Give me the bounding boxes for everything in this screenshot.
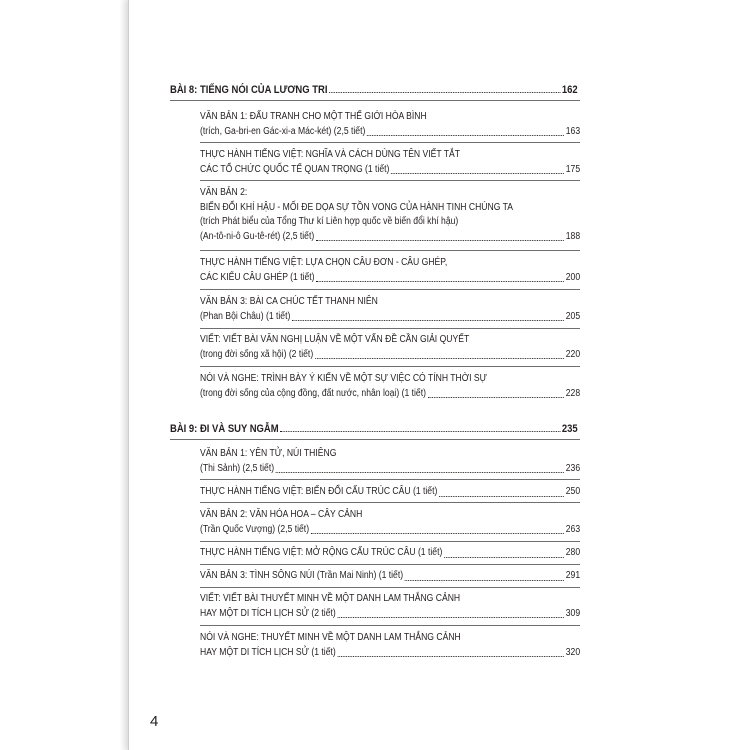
toc-entry — [200, 569, 580, 584]
entry-page: 205 — [565, 310, 581, 322]
toc-entry — [200, 546, 580, 561]
entry-page: 291 — [565, 570, 581, 581]
entry-page: 175 — [565, 163, 581, 175]
entry-line: (trích Phát biểu của Tổng Thư kí Liên hợp quốc về biến đổi khí hậu) — [200, 216, 459, 227]
entry-last-line: CÁC KIỂU CÂU GHÉP (1 tiết) 200 — [200, 271, 580, 286]
entry-divider — [200, 587, 580, 588]
entry-line: VĂN BẢN 1: ĐẤU TRANH CHO MỘT THẾ GIỚI HÒA BÌNH — [200, 111, 427, 122]
toc-entry — [200, 148, 580, 177]
entry-line: VĂN BẢN 1: YÊN TỬ, NÚI THIÊNG — [200, 448, 337, 459]
toc-entry — [200, 295, 580, 324]
entry-divider — [200, 502, 580, 503]
entry-line: THỰC HÀNH TIẾNG VIỆT: NGHĨA VÀ CÁCH DÙNG TÊN VIẾT TẮT — [200, 149, 460, 160]
entry-divider — [200, 180, 580, 181]
entry-line: VIẾT: VIẾT BÀI VĂN NGHỊ LUẬN VỀ MỘT VẤN ĐỀ CẦN GIẢI QUYẾT — [200, 334, 470, 345]
entry-page: 309 — [565, 607, 581, 619]
toc-entry — [200, 631, 580, 660]
leader-dots — [280, 430, 560, 432]
entry-line: VĂN BẢN 2: VĂN HÓA HOA – CÂY CẢNH — [200, 509, 363, 520]
lesson-title: BÀI 8: TIẾNG NÓI CỦA LƯƠNG TRI — [170, 84, 328, 96]
entry-last-line: (trong đời sống xã hội) (2 tiết) 220 — [200, 348, 580, 363]
entry-page: 228 — [565, 387, 581, 399]
entry-line: NÓI VÀ NGHE: TRÌNH BÀY Ý KIẾN VỀ MỘT SỰ VIỆC CÓ TÍNH THỜI SỰ — [200, 373, 487, 384]
entry-last-line: THỰC HÀNH TIẾNG VIỆT: BIẾN ĐỔI CẤU TRÚC CÂU (1 tiết) 250 — [200, 485, 580, 500]
entry-page: 236 — [565, 462, 581, 474]
entry-line: THỰC HÀNH TIẾNG VIỆT: LỰA CHỌN CÂU ĐƠN - CÂU GHÉP, — [200, 257, 448, 268]
entry-divider — [200, 625, 580, 626]
entry-last-line: HAY MỘT DI TÍCH LỊCH SỬ (1 tiết) 320 — [200, 646, 580, 661]
entry-page: 200 — [565, 271, 581, 283]
entry-divider — [200, 289, 580, 290]
entry-page: 188 — [565, 230, 581, 242]
page-number: 4 — [150, 713, 159, 730]
lesson-heading-9 — [170, 423, 578, 435]
entry-divider — [200, 142, 580, 143]
heading-underline — [170, 100, 580, 101]
toc-entry — [200, 485, 580, 500]
lesson-title: BÀI 9: ĐI VÀ SUY NGẪM — [170, 423, 279, 435]
toc-entry — [200, 508, 580, 537]
entry-last-line: CÁC TỔ CHỨC QUỐC TẾ QUAN TRỌNG (1 tiết) 175 — [200, 163, 580, 178]
lesson-page: 162 — [561, 84, 578, 96]
toc-entry — [200, 256, 580, 285]
leader-dots — [329, 91, 560, 93]
entry-divider — [200, 541, 580, 542]
entry-page: 250 — [565, 486, 581, 497]
toc-entry — [200, 110, 580, 139]
entry-page: 220 — [565, 348, 581, 360]
toc-entry — [200, 447, 580, 476]
entry-last-line: (Phan Bội Châu) (1 tiết) 205 — [200, 310, 580, 325]
entry-line: VĂN BẢN 3: BÀI CA CHÚC TẾT THANH NIÊN — [200, 296, 378, 307]
entry-last-line: (Thi Sảnh) (2,5 tiết) 236 — [200, 462, 580, 477]
entry-line: VĂN BẢN 2: — [200, 187, 248, 198]
entry-page: 263 — [565, 523, 581, 535]
lesson-heading-8 — [170, 84, 578, 96]
toc-entry — [200, 592, 580, 621]
toc-entry — [200, 333, 580, 362]
entry-page: 320 — [565, 646, 581, 658]
entry-page: 280 — [565, 547, 581, 558]
entry-divider — [200, 250, 580, 251]
entry-last-line: (Trần Quốc Vượng) (2,5 tiết) 263 — [200, 523, 580, 538]
entry-page: 163 — [565, 125, 581, 137]
heading-underline — [170, 439, 580, 440]
entry-divider — [200, 564, 580, 565]
entry-divider — [200, 479, 580, 480]
entry-divider — [200, 328, 580, 329]
toc-entry — [200, 186, 580, 244]
entry-line: VIẾT: VIẾT BÀI THUYẾT MINH VỀ MỘT DANH LAM THẮNG CẢNH — [200, 593, 461, 604]
entry-last-line: VĂN BẢN 3: TÌNH SÔNG NÚI (Trần Mai Ninh) (1 tiết) 291 — [200, 569, 580, 584]
entry-last-line: HAY MỘT DI TÍCH LỊCH SỬ (2 tiết) 309 — [200, 607, 580, 622]
entry-last-line: THỰC HÀNH TIẾNG VIỆT: MỞ RỘNG CẤU TRÚC CÂU (1 tiết) 280 — [200, 546, 580, 561]
entry-last-line: (trong đời sống của cộng đồng, đất nước, nhân loại) (1 tiết) 228 — [200, 387, 580, 402]
entry-last-line: (trích, Ga-bri-en Gác-xi-a Mác-két) (2,5 tiết) 163 — [200, 125, 580, 140]
entry-line: NÓI VÀ NGHE: THUYẾT MINH VỀ MỘT DANH LAM THẮNG CẢNH — [200, 632, 461, 643]
entry-divider — [200, 366, 580, 367]
lesson-page: 235 — [561, 423, 578, 435]
entry-last-line: (An-tô-ni-ô Gu-tê-rét) (2,5 tiết) 188 — [200, 230, 580, 245]
toc-entry — [200, 372, 580, 401]
entry-line: BIẾN ĐỔI KHÍ HẬU - MỐI ĐE DỌA SỰ TỒN VONG CỦA HÀNH TINH CHÚNG TA — [200, 201, 514, 213]
